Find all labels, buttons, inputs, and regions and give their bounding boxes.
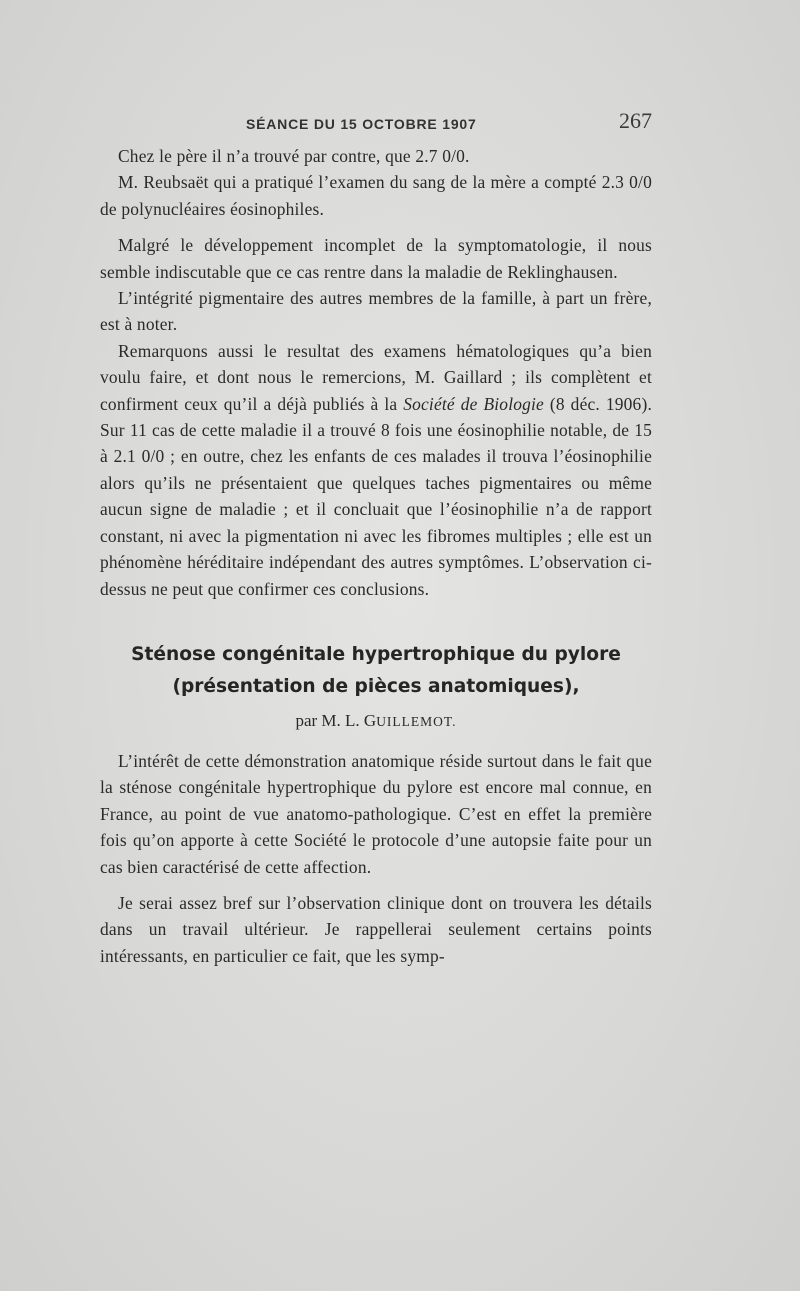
byline	[100, 709, 652, 734]
paragraph-2: M. Reubsaët qui a pratiqué l’examen du sang de la mère a compté 2.3 0/0 de polynucléaires éosinophiles.	[100, 172, 652, 219]
paragraph-1: Chez le père il n’a trouvé par contre, que 2.7 0/0.	[118, 146, 470, 166]
paragraph-3: Malgré le développement incomplet de la symptomatologie, il nous semble indiscutable que ce cas rentre dans la maladie de Reklinghausen.	[100, 235, 652, 282]
journal-name: Société de Biologie	[403, 393, 544, 414]
page-number: 267	[619, 108, 652, 133]
page-header	[100, 108, 652, 136]
paragraph-4: L’intégrité pigmentaire des autres membres de la famille, à part un frère, est à noter.	[100, 288, 652, 335]
paragraph-5	[100, 338, 652, 602]
author-name: GUILLEMOT.	[363, 710, 457, 730]
section-title	[100, 639, 652, 703]
body-text	[100, 143, 652, 969]
section-title-line-1: Sténose congénitale hypertrophique du pylore	[131, 643, 621, 665]
section-paragraph-1: L’intérêt de cette démonstration anatomique réside surtout dans le fait que la sténose congénitale hypertrophique du pylore est encore mal connue, en France, au point de vue anatomo-pathologique. C’est en effet la première fois qu’on apporte à cette Société le protocole d’une autopsie faite pour un cas bien caractérisé de cette affection.	[100, 750, 652, 877]
paragraph-5-before: Remarquons aussi le resultat des examens hématologiques qu’a bien voulu faire, et dont nous le remercions, M. Gaillard ; ils complètent et confirment ceux qu’il a déjà publiés à la	[100, 340, 652, 414]
byline-prefix: par M. L.	[295, 710, 364, 730]
running-head: SÉANCE DU 15 OCTOBRE 1907	[246, 116, 477, 132]
section-title-line-2: (présentation de pièces anatomiques),	[172, 675, 580, 697]
section-paragraph-2: Je serai assez bref sur l’observation clinique dont on trouvera les détails dans un travail ultérieur. Je rappellerai seulement certains points intéressants, en particulier ce fait, que les symp-	[100, 892, 652, 966]
paragraph-5-after: (8 déc. 1906). Sur 11 cas de cette maladie il a trouvé 8 fois une éosinophilie notable, de 15 à 2.1 0/0 ; en outre, chez les enfants de ces malades il trouva l’éosinophilie alors qu’ils ne présentaient que quelques taches pigmentaires ou même aucun signe de maladie ; et il concluait que l’éosinophilie n’a de rapport constant, ni avec la pigmentation ni avec les fibromes multiples ; elle est un phénomène héréditaire indépendant des autres symptômes. L’observation ci-dessus ne peut que confirmer ces conclusions.	[100, 393, 652, 599]
